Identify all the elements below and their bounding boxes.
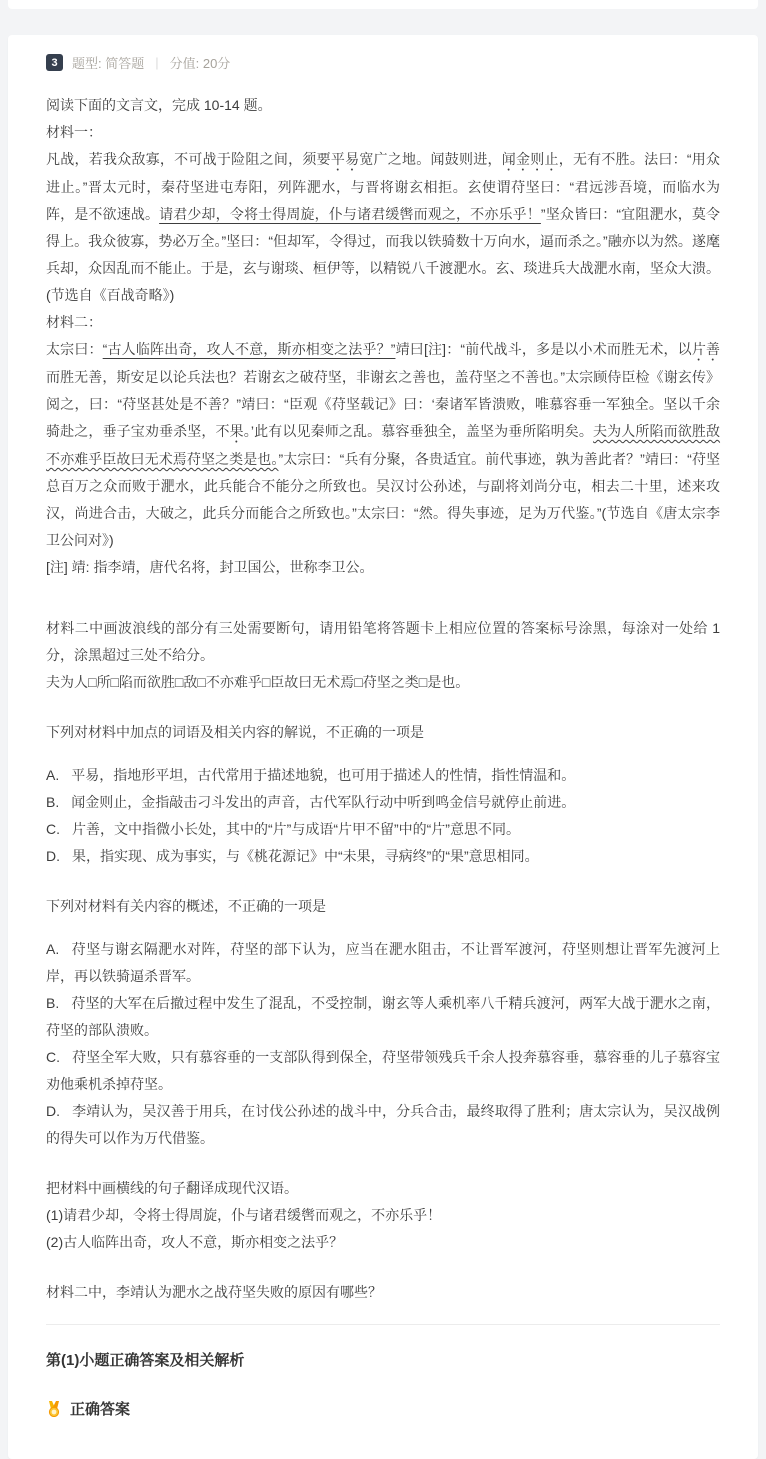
option-label: C. <box>46 821 60 837</box>
section-divider <box>46 1324 720 1325</box>
question-number-badge: 3 <box>46 54 63 71</box>
medal-icon <box>46 1401 62 1417</box>
dotted-emphasis-text: 平易 <box>330 151 360 167</box>
passage-text: 宽广之地。闻鼓则进， <box>359 151 502 167</box>
duanju-sentence: 夫为人□所□陷而欲胜□敌□不亦难乎□臣故曰无术焉□苻坚之类□是也。 <box>46 674 470 690</box>
wavy-underlined-text: 夫为人所陷而欲胜敌不亦难乎臣故曰无术焉苻坚之类是也。 <box>46 423 721 467</box>
option-text: 苻坚全军大败，只有慕容垂的一支部队得到保全，苻坚带领残兵千余人投奔慕容垂，慕容垂的儿子慕容宝劝他乘机杀掉苻坚。 <box>46 1049 720 1092</box>
cause-question-stem: 材料二中，李靖认为淝水之战苻坚失败的原因有哪些？ <box>46 1284 382 1300</box>
underlined-text: 请君少却，令将士得周旋，仆与诸君缓辔而观之，不亦乐乎！ <box>159 206 541 222</box>
content-question-stem: 下列对材料有关内容的概述，不正确的一项是 <box>46 898 326 914</box>
option-row-c <box>46 816 720 843</box>
option-text: 片善，文中指微小长处，其中的“片”与成语“片甲不留”中的“片”意思不同。 <box>72 821 520 837</box>
material-1-label: 材料一： <box>46 124 102 140</box>
option-text: 苻坚与谢玄隔淝水对阵，苻坚的部下认为，应当在淝水阻击，不让晋军渡河，苻坚则想让晋军先渡河上岸，再以铁骑逼杀晋军。 <box>46 941 720 984</box>
dotted-emphasis-text: 闻金则止 <box>501 151 559 167</box>
material-2-label: 材料二： <box>46 314 102 330</box>
question-score-label: 分值: 20分 <box>169 56 231 71</box>
dotted-emphasis-text: 果 <box>229 423 244 439</box>
option-label: D. <box>46 848 60 864</box>
passage-text: 凡战，若我众敌寡，不可战于险阻之间，须要 <box>46 151 331 167</box>
correct-answer-label: 正确答案 <box>70 1401 131 1418</box>
content-options <box>46 936 720 1152</box>
header-separator: | <box>155 55 159 70</box>
option-row-b <box>46 789 720 816</box>
passage-text: ”坚众皆曰：“宜阻淝水，莫令得上。我众彼寡，势必万全。”坚曰：“但却军，令得过，而我以铁骑数十万向水，逼而杀之。”融亦以为然。遂麾兵却，众因乱而不能止。于是，玄与谢琰、桓伊等，以精锐八千渡淝水。玄、琰进兵大战淝水南，坚众大溃。(节选自《百战奇略》) <box>46 206 721 303</box>
vocab-options <box>46 762 720 870</box>
passage-text: ，无有不胜。法曰：“用众进止。”晋太元时，秦苻坚进屯寿阳，列阵淝水，与晋将谢玄相拒。玄使谓苻坚曰：“君远涉吾境，而临水为阵，是不欲速战。 <box>46 151 721 222</box>
option-row-c <box>46 1044 720 1098</box>
question-type-label: 题型: 简答题 <box>72 56 145 71</box>
option-row-a <box>46 762 720 789</box>
duanju-question-stem: 材料二中画波浪线的部分有三处需要断句，请用铅笔将答题卡上相应位置的答案标号涂黑，每涂对一处给 1 分，涂黑超过三处不给分。 <box>46 620 720 663</box>
option-label: B. <box>46 794 60 810</box>
option-label: A. <box>46 767 60 783</box>
material-1-paragraph <box>46 146 720 309</box>
option-label: C. <box>46 1049 60 1065</box>
option-row-b <box>46 990 720 1044</box>
passage-text: 太宗曰： <box>46 341 103 357</box>
passage-intro: 阅读下面的文言文，完成 10-14 题。 <box>46 97 272 113</box>
option-text: 闻金则止，金指敲击刁斗发出的声音，古代军队行动中听到鸣金信号就停止前进。 <box>71 794 576 810</box>
option-text: 果，指实现、成为事实，与《桃花源记》中“未果，寻病终”的“果”意思相同。 <box>72 848 539 864</box>
correct-answer-header <box>46 1398 720 1419</box>
option-text: 李靖认为，吴汉善于用兵，在讨伐公孙述的战斗中，分兵合击，最终取得了胜利；唐太宗认为，吴汉战例的得失可以作为万代借鉴。 <box>46 1103 720 1146</box>
passage-text: ”太宗曰：“兵有分聚，各贵适宜。前代事迹，孰为善此者？”靖曰：“苻坚总百万之众而败于淝水，此兵能合不能分之所致也。吴汉讨公孙述，与副将刘尚分屯，相去二十里，述来攻汉，尚进合击，大破之，此兵分而能合之所致也。”太宗曰：“然。得失事迹，足为万代鉴。”(节选自《唐太宗李卫公问对》) <box>46 451 720 548</box>
option-row-d <box>46 1098 720 1152</box>
passage-text: 。’此有以见秦师之乱。慕容垂独全，盖坚为垂所陷明矣。 <box>243 423 594 439</box>
passage-text: 而胜无善，斯安足以论兵法也？若谢玄之破苻坚，非谢玄之善也，盖苻坚之不善也。”太宗顾侍臣检《谢玄传》阅之，曰：“苻坚甚处是不善？”靖曰：“臣观《苻坚载记》曰：‘秦诸军皆溃败，唯慕容垂一军独全。坚以千余骑赴之，垂子宝劝垂杀坚，不 <box>46 369 720 439</box>
question-card <box>8 35 758 1459</box>
underlined-text: “古人临阵出奇，攻人不意，斯亦相变之法乎？” <box>102 341 396 357</box>
footnote: [注] 靖: 指李靖，唐代名将，封卫国公，世称李卫公。 <box>46 559 374 575</box>
translation-sentence-2: (2)古人临阵出奇，攻人不意，斯亦相变之法乎？ <box>46 1234 344 1250</box>
material-2-paragraph <box>46 336 720 554</box>
option-row-a <box>46 936 720 990</box>
translation-sentence-1: (1)请君少却，令将士得周旋，仆与诸君缓辔而观之，不亦乐乎！ <box>46 1207 442 1223</box>
option-label: A. <box>46 941 60 957</box>
previous-card-bottom <box>8 0 758 9</box>
vocab-question-stem: 下列对材料中加点的词语及相关内容的解说，不正确的一项是 <box>46 724 424 740</box>
option-row-d <box>46 843 720 870</box>
dotted-emphasis-text: 片善 <box>691 341 721 357</box>
question-header <box>46 53 720 72</box>
answer-section-heading: 第(1)小题正确答案及相关解析 <box>46 1352 245 1369</box>
option-text: 苻坚的大军在后撤过程中发生了混乱，不受控制，谢玄等人乘机率八千精兵渡河，两军大战于淝水之南，苻坚的部队溃败。 <box>46 995 720 1038</box>
passage-text: 靖曰[注]：“前代战斗，多是以小术而胜无术，以 <box>395 341 692 357</box>
option-label: B. <box>46 995 60 1011</box>
translation-question-stem: 把材料中画横线的句子翻译成现代汉语。 <box>46 1180 298 1196</box>
option-label: D. <box>46 1103 60 1119</box>
option-text: 平易，指地形平坦，古代常用于描述地貌，也可用于描述人的性情，指性情温和。 <box>71 767 576 783</box>
